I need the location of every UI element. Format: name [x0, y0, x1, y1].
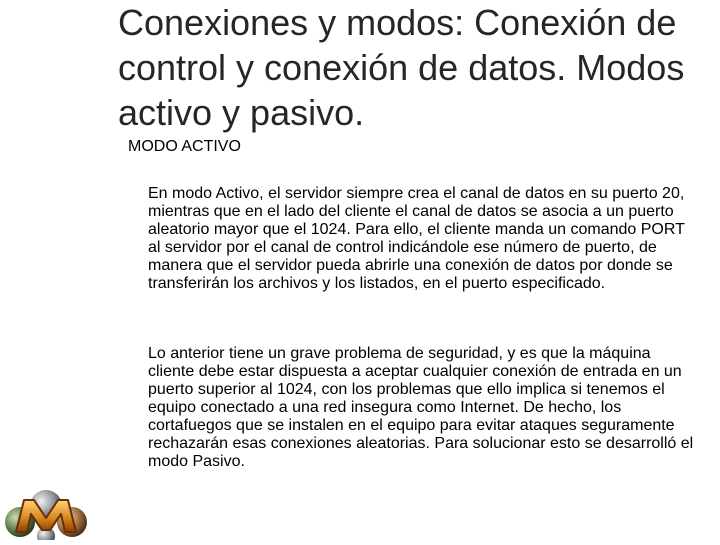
logo-graphic: [2, 476, 90, 540]
section-heading: MODO ACTIVO: [128, 138, 241, 155]
paragraph-active-mode: En modo Activo, el servidor siempre crea el canal de datos en su puerto 20, mientras que en el lado del cliente el canal de datos se asocia a un puerto aleatorio mayor que el 1024. Para ello, el cliente manda un comando PORT al servidor por el canal de control indicándole ese número de puerto, de manera que el servidor pueda abrirle una conexión de datos por donde se transferirán los archivos y los listados, en el puerto especificado.: [148, 185, 685, 292]
m-emblem-logo-icon: [2, 476, 90, 540]
paragraph-security-problem: Lo anterior tiene un grave problema de seguridad, y es que la máquina cliente debe estar dispuesta a aceptar cualquier conexión de entrada en un puerto superior al 1024, con los problemas que ello implica si tenemos el equipo conectado a una red insegura como Internet. De hecho, los cortafuegos que se instalen en el equipo para evitar ataques seguramente rechazarán esas conexiones aleatorias. Para solucionar esto se desarrolló el modo Pasivo.: [148, 345, 694, 470]
slide-title: Conexiones y modos: Conexión de control y conexión de datos. Modos activo y pasivo.: [118, 2, 685, 133]
